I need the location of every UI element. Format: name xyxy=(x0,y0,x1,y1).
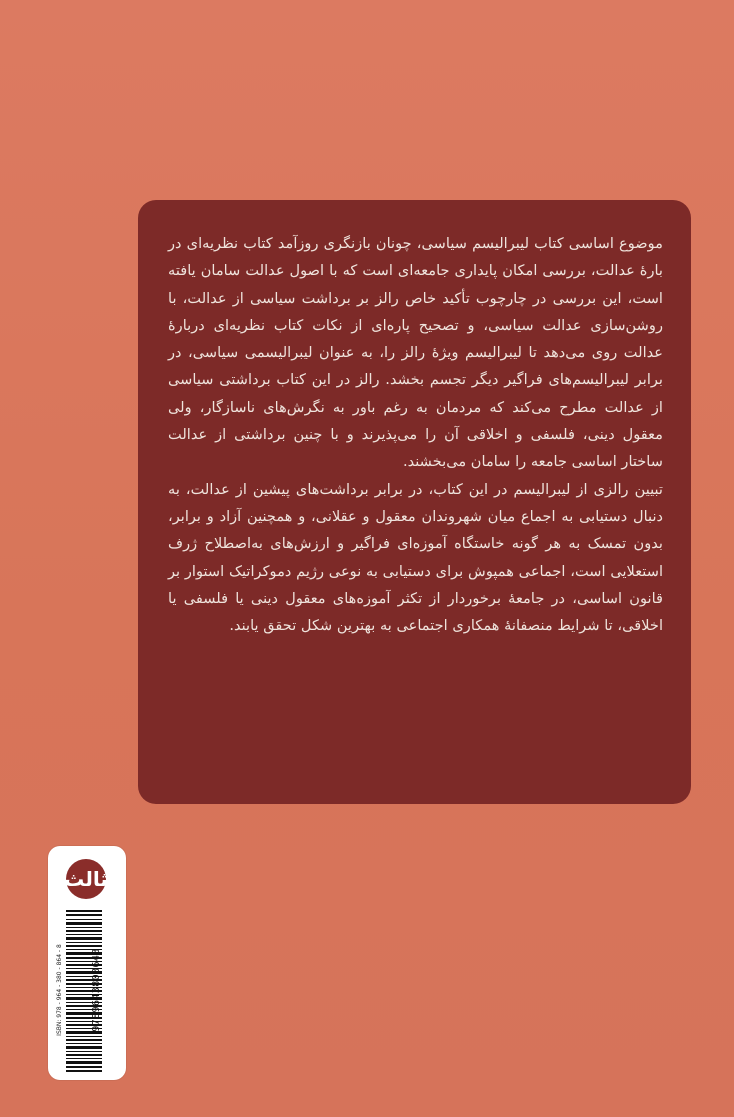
barcode xyxy=(56,910,118,1072)
barcode-card xyxy=(48,846,126,1080)
blurb-panel xyxy=(138,200,691,804)
barcode-number: 9789643808648 xyxy=(91,948,102,1032)
blurb-paragraph-1: موضوع اساسی کتاب لیبرالیسم سیاسی، چونان بازنگری روزآمد کتاب نظریه‌ای در بارهٔ عدالت، بررسی امکان پایداری جامعه‌ای است که با اصول عدالت سامان یافته است، این بررسی در چارچوب تأکید خاص رالز بر برداشت سیاسی از عدالت، با روشن‌سازی عدالت سیاسی، و تصحیح پاره‌ای از نکات کتاب نظریه‌ای دربارهٔ عدالت روی می‌دهد تا لیبرالیسم ویژهٔ رالز را، به عنوان لیبرالیسمی سیاسی، در برابر لیبرالیسم‌های فراگیر دیگر تجسم بخشد. رالز در این کتاب برداشتی سیاسی از عدالت مطرح می‌کند که مردمان به رغم باور به نگرش‌های ناسازگار، ولی معقول دینی، فلسفی و اخلاقی آن را می‌پذیرند و با چنین برداشتی از عدالت ساختار اساسی جامعه را سامان می‌بخشند. xyxy=(168,235,663,471)
blurb-paragraph-2: تبیین رالزی از لیبرالیسم در این کتاب، در برابر برداشت‌های پیشین از عدالت، به دنبال دستیابی به اجماع میان شهروندان معقول و عقلانی، و همچنین آزاد و برابر، بدون تمسک به هر گونه خاستگاه آموزه‌ای فراگیر و ارزش‌های به‌اصطلاح ژرف استعلایی است، اجماعی همپوش برای دستیابی به نوعی رژیم دموکراتیک استوار بر قانون اساسی، در جامعهٔ برخوردار از تکثر آموزه‌های معقول دینی یا فلسفی یا اخلاقی، تا شرایط منصفانهٔ همکاری اجتماعی به بهترین شکل تحقق یابند. xyxy=(168,480,663,635)
isbn-label: ISBN: 978 - 964 - 380 - 864 - 8 xyxy=(56,944,63,1036)
publisher-logo xyxy=(66,859,106,899)
publisher-logo-text: ثالث xyxy=(64,867,108,891)
